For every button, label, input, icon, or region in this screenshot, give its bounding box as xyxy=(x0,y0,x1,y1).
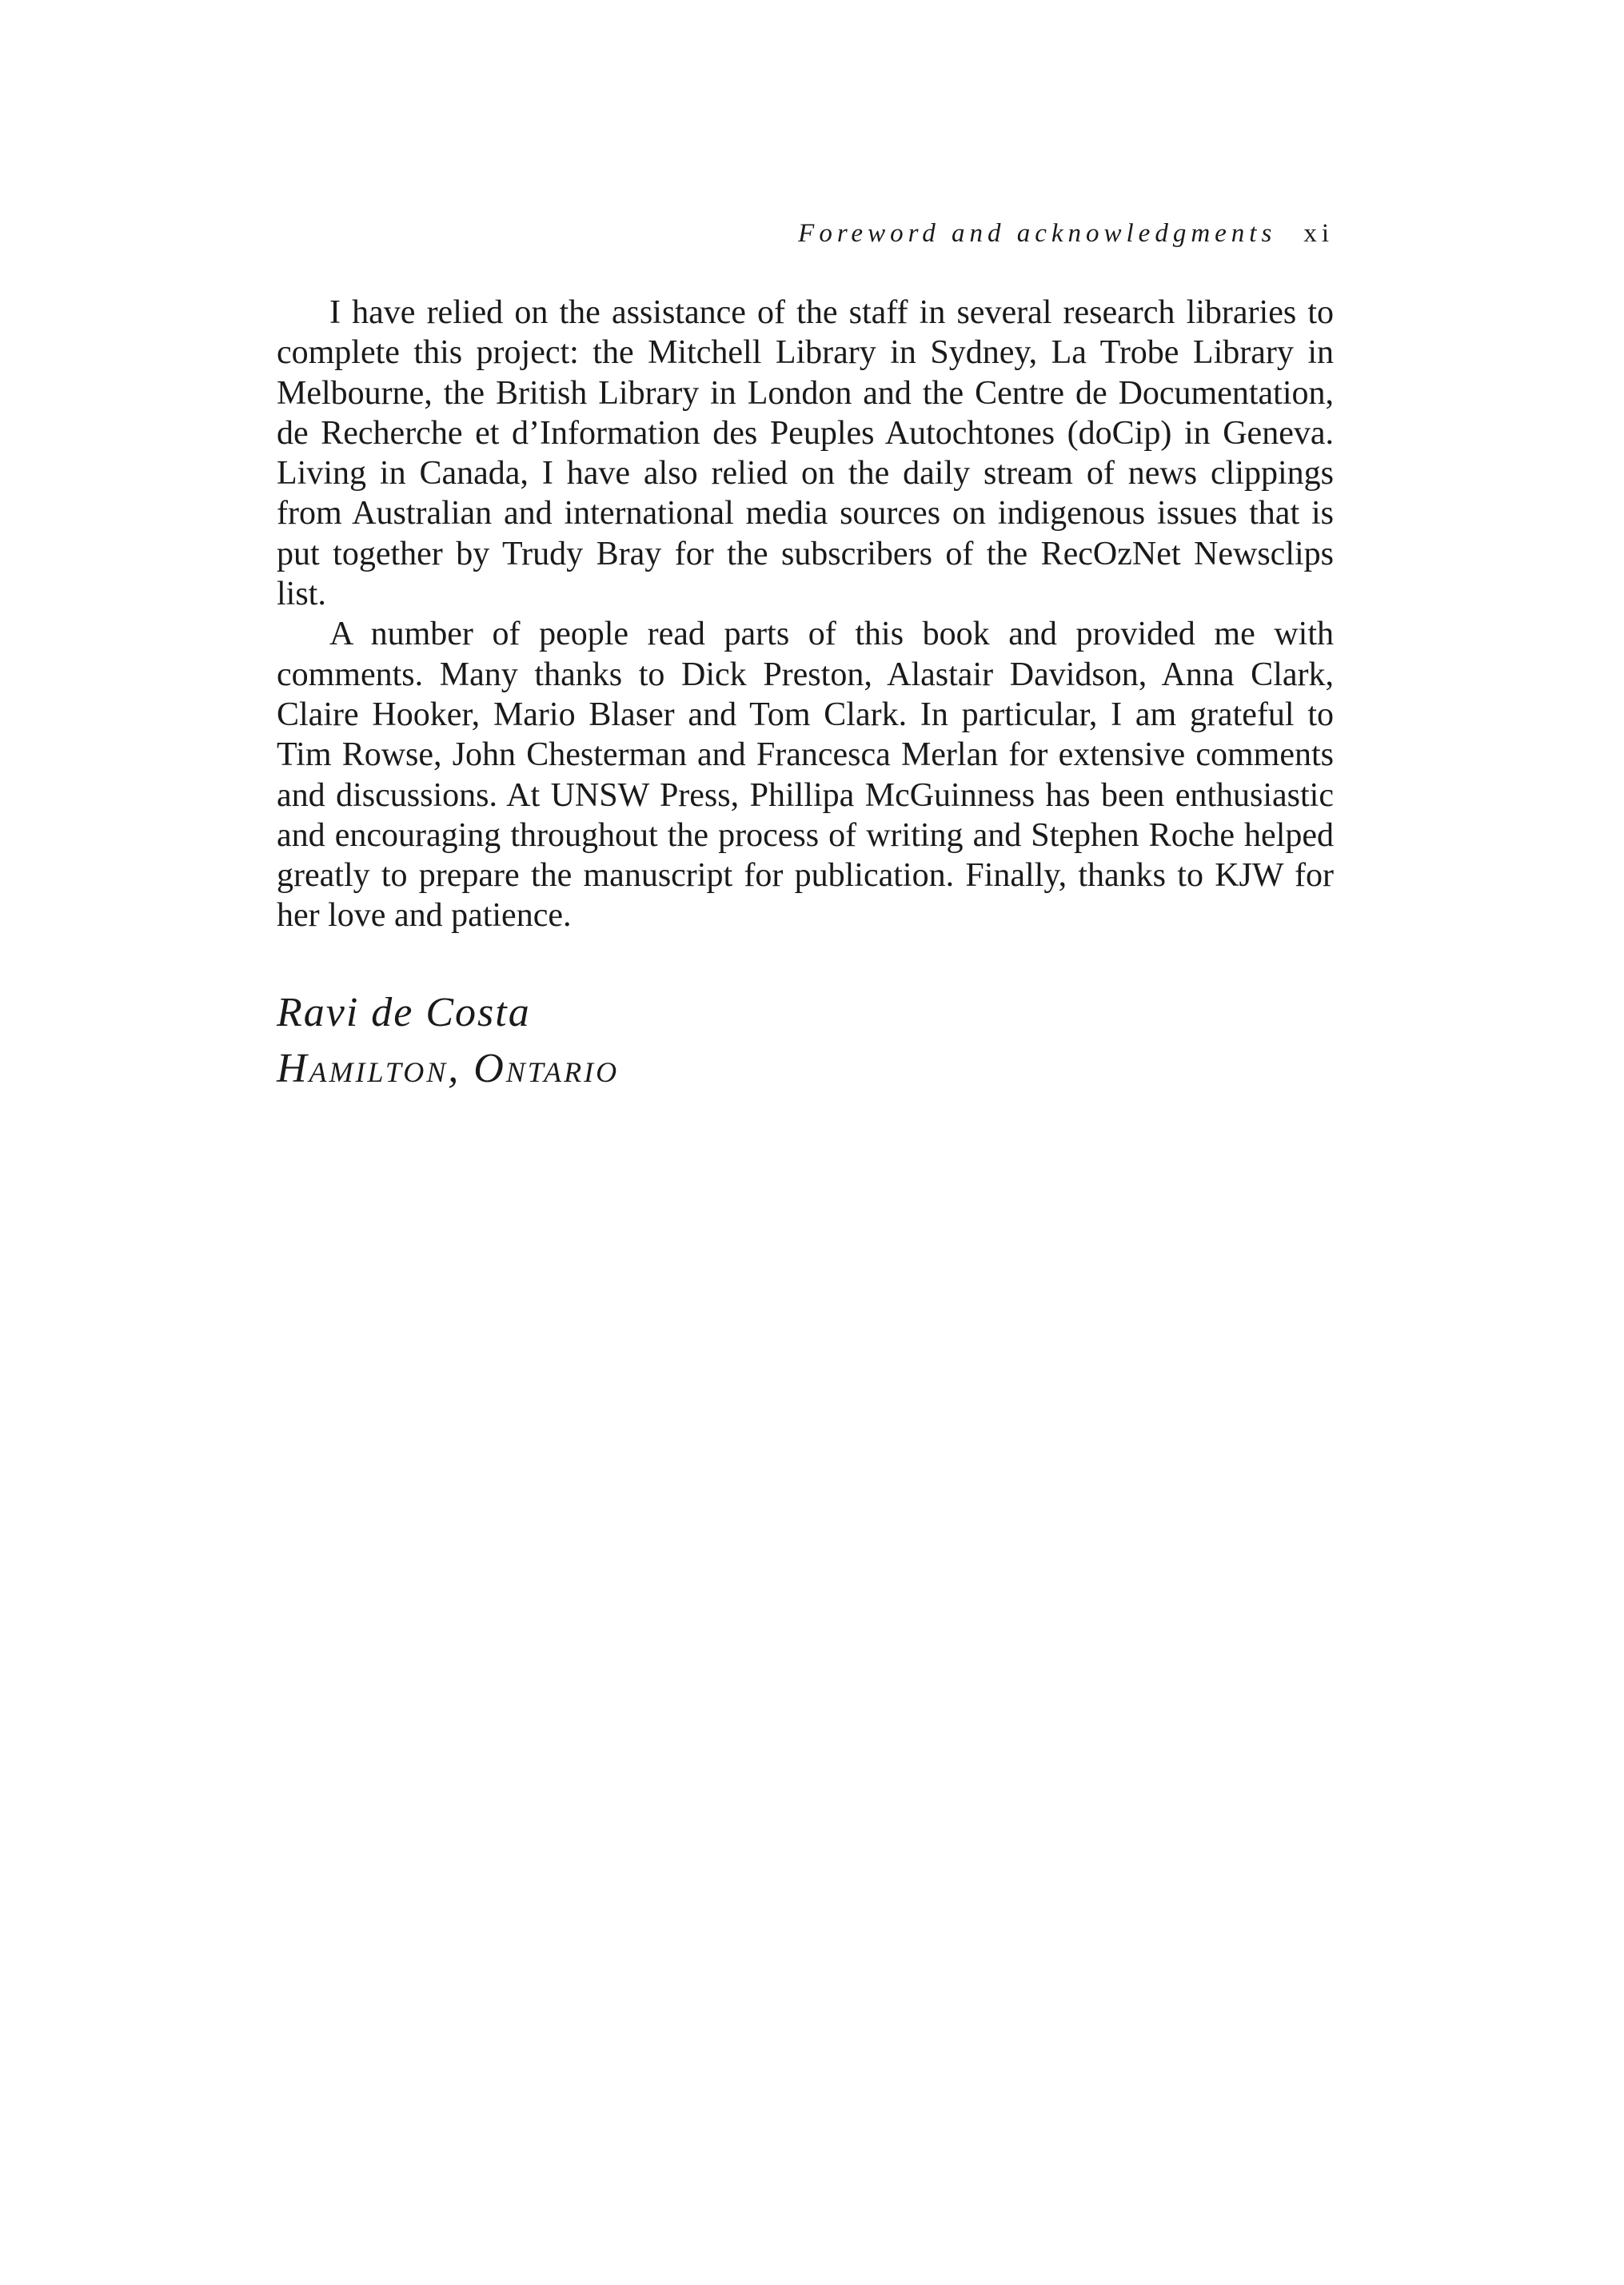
body-text xyxy=(277,293,1334,936)
running-head xyxy=(277,214,1334,253)
page-number: xi xyxy=(1303,219,1334,248)
paragraph-libraries: I have relied on the assistance of the staff in several research libraries to complete this project: the Mitchell Library in Sydney, La Trobe Library in Melbourne, the British Library in London and the Centre de Documentation, de Recherche et d’Information des Peuples Autochtones (doCip) in Geneva. Living in Canada, I have also relied on the daily stream of news clippings from Australian and international media sources on indigenous issues that is put together by Trudy Bray for the subscribers of the RecOzNet Newsclips list. xyxy=(277,294,1334,613)
running-head-title: Foreword and acknowledgments xyxy=(798,219,1277,248)
author-name: Ravi de Costa xyxy=(277,990,531,1035)
author-location: Hamilton, Ontario xyxy=(277,1046,620,1091)
paragraph-thanks: A number of people read parts of this book and provided me with comments. Many thanks to Dick Preston, Alastair Davidson, Anna Clark, Claire Hooker, Mario Blaser and Tom Clark. In particular, I am grateful to Tim Rowse, John Chesterman and Francesca Merlan for extensive comments and discussions. At UNSW Press, Phillipa McGuinness has been enthusiastic and encouraging throughout the process of writing and Stephen Roche helped greatly to prepare the manuscript for publication. Finally, thanks to KJW for her love and patience. xyxy=(277,616,1334,935)
signature-block xyxy=(277,985,1334,1097)
